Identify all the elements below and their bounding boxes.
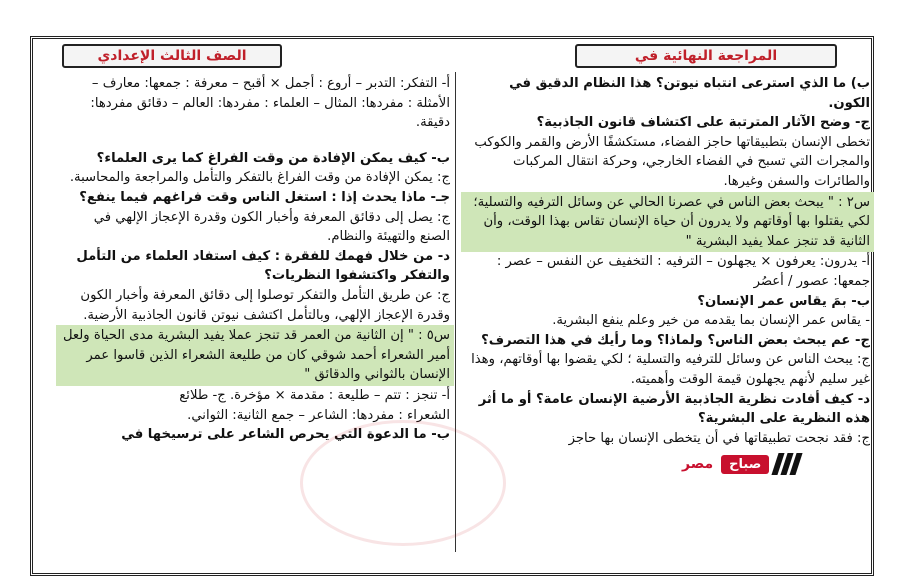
question-text: ج- وضح الآثار المترتبة على اكتشاف قانون الجاذبية؟	[536, 115, 870, 131]
logo-badge: صباح	[721, 455, 769, 474]
answer-text: ج: يبحث الناس عن وسائل للترفيه والتسلية ؛ لكي يقضوا بها أوقاتهم، وهذا غير سليم لأنهم يجهلون قيمة الوقت وأهميته.	[471, 352, 870, 387]
right-column	[465, 74, 870, 448]
question-text: ب) ما الذي استرعى انتباه نيوتن؟ هذا النظام الدقيق في الكون.	[509, 76, 870, 111]
answer-text: ج: عن طريق التأمل والتفكر توصلوا إلى دقائق المعرفة وأخبار الكون وقدرة الإعجاز الإلهي، وبالتأمل اكتشف نيوتن قانون الجاذبية الأرضية.	[80, 287, 450, 323]
answer-text: ج: فقد نجحت تطبيقاتها في أن يتخطى الإنسان بها حاجز	[568, 430, 870, 446]
left-column	[60, 74, 450, 445]
vocabulary-text: أ- التفكر: التدبر – أروع : أجمل × أقبح – معرفة : جمعها: معارف – الأمثلة : مفردها: المثال – العلماء : مفردها: العالم – دقائق مفردها: دقيقة.	[90, 76, 450, 131]
grade-banner: الصف الثالث الإعدادي	[62, 44, 282, 68]
answer-text: - يقاس عمر الإنسان بما يقدمه من خير وعلم ينفع البشرية.	[552, 313, 870, 329]
highlighted-passage: س٢ : " يبحث بعض الناس في عصرنا الحالي عن وسائل الترفيه والتسلية؛ لكي يقتلوا بها أوقاتهم ولا يدرون أن حياة الإنسان تقاس بهذا الوقت، وأن الثانية قد تنجز عملا يفيد البشرية "	[461, 192, 874, 253]
site-logo	[680, 448, 852, 480]
question-text: ب- ما الدعوة التي يحرص الشاعر على ترسيخها في	[121, 427, 450, 443]
question-text: ب- بمَ يقاس عمر الإنسان؟	[697, 293, 870, 309]
vocabulary-text: الشعراء : مفردها: الشاعر – جمع الثانية: الثواني.	[187, 407, 450, 423]
vocabulary-text: أ- تنجز : تتم – طليعة : مقدمة × مؤخرة. ج- طلائع	[179, 387, 450, 403]
logo-word: مصر	[682, 456, 714, 472]
question-text: جـ- ماذا يحدث إذا : استغل الناس وقت فراغهم فيما ينفع؟	[79, 189, 450, 205]
answer-text: ج: يصل إلى دقائق المعرفة وأخبار الكون وقدرة الإعجاز الإلهي في الصنع والتهيئة والنظام.	[93, 209, 450, 245]
logo-bars-icon	[775, 453, 799, 475]
question-text: ج- عم يبحث بعض الناس؟ ولماذا؟ وما رأيك في هذا التصرف؟	[481, 332, 870, 348]
question-text: د- من خلال فهمك للفقرة : كيف استفاد العلماء من التأمل والتفكر واكتشفوا النظريات؟	[76, 248, 450, 284]
spacer	[60, 133, 450, 149]
question-text: د- كيف أفادت نظرية الجاذبية الأرضية الإنسان عامة؟ أو ما أثر هذه النظرية على البشرية؟	[478, 391, 870, 427]
vocabulary-text: أ- يدرون: يعرفون × يجهلون – الترفيه : التخفيف عن النفس – عصر : جمعها: عصور / أعصُر	[496, 254, 870, 289]
question-text: ب- كيف يمكن الإفادة من وقت الفراغ كما يرى العلماء؟	[96, 150, 450, 166]
answer-text: ج: يمكن الإفادة من وقت الفراغ بالتفكر والتأمل والمراجعة والمحاسبة.	[69, 170, 450, 186]
review-banner: المراجعة النهائية في	[575, 44, 837, 68]
answer-text: تخطى الإنسان بتطبيقاتها حاجز الفضاء، مستكشفًا الأرض والقمر والكوكب والمجرات التي تسبح في الفضاء الخارجي، وحركة انتقال المركبات والطائرات والسفن وغيرها.	[474, 134, 870, 189]
column-divider	[455, 72, 456, 552]
highlighted-passage: س٥ : " إن الثانية من العمر قد تنجز عملا يفيد البشرية مدى الحياة ولعل أمير الشعراء أحمد شوقي كان من طليعة الشعراء الذين قاسوا عمر الإنسان بالثواني والدقائق "	[56, 325, 454, 386]
